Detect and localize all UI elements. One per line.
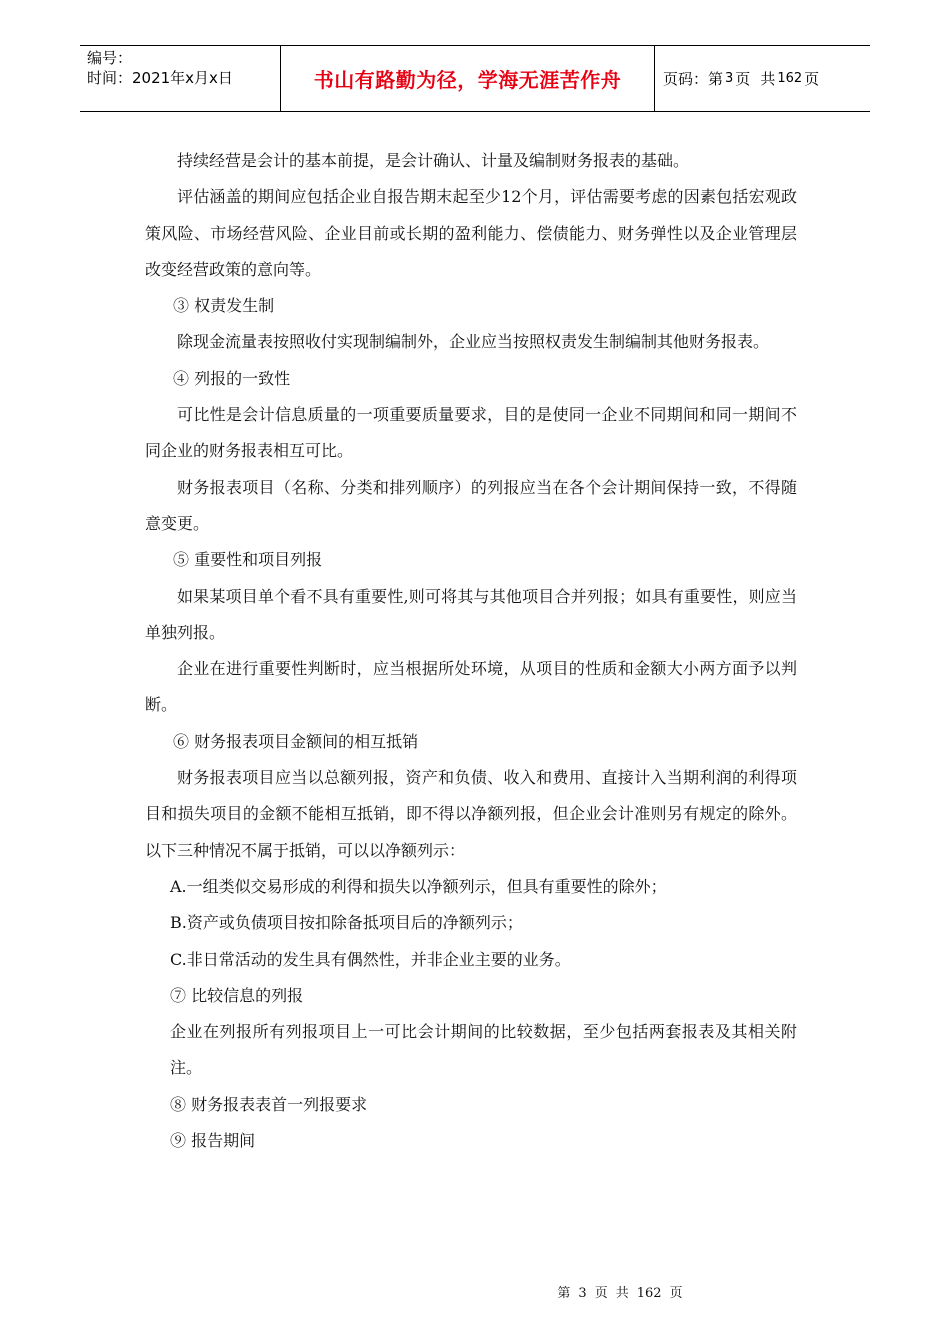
body-paragraph: C.非日常活动的发生具有偶然性，并非企业主要的业务。 — [170, 949, 571, 969]
footer-word-di: 第 — [557, 1286, 571, 1301]
body-paragraph: 可比性是会计信息质量的一项重要质量要求，目的是使同一企业不同期间和同一期间不同企业的财务报表相互可比。 — [145, 405, 797, 461]
body-paragraph: ⑤ 重要性和项目列报 — [173, 550, 323, 570]
footer-total-pages: 162 — [636, 1286, 662, 1301]
total-suffix: 页 — [804, 70, 820, 88]
body-paragraph: ④ 列报的一致性 — [173, 368, 291, 388]
body-paragraph: B.资产或负债项目按扣除备抵项目后的净额列示； — [170, 913, 523, 933]
footer-word-gong: 共 — [615, 1286, 629, 1301]
body-paragraph: ⑦ 比较信息的列报 — [170, 985, 304, 1005]
body-paragraph: ⑥ 财务报表项目金额间的相互抵销 — [173, 731, 419, 751]
page-number: 3 — [725, 71, 734, 86]
body-paragraph: 企业在进行重要性判断时，应当根据所处环境，从项目的性质和金额大小两方面予以判断。 — [145, 659, 797, 715]
body-paragraph: 企业在列报所有列报项目上一可比会计期间的比较数据，至少包括两套报表及其相关附注。 — [170, 1022, 797, 1078]
body-paragraph: ③ 权责发生制 — [173, 296, 275, 316]
body-paragraph: ⑧ 财务报表表首一列报要求 — [170, 1094, 368, 1114]
body-paragraph: 如果某项目单个看不具有重要性,则可将其与其他项目合并列报；如具有重要性，则应当单独列报。 — [145, 586, 797, 642]
body-paragraph: 财务报表项目应当以总额列报，资产和负债、收入和费用、直接计入当期利润的利得项目和损失项目的金额不能相互抵销，即不得以净额列报，但企业会计准则另有规定的除外。以下三种情况不属于抵销，可以以净额列示： — [145, 768, 797, 860]
footer-word-ye-2: 页 — [669, 1286, 683, 1301]
footer-word-ye: 页 — [594, 1286, 608, 1301]
body-paragraph: ⑨ 报告期间 — [170, 1131, 256, 1151]
total-prefix: 共 — [760, 70, 776, 88]
page-mid: 页 — [735, 70, 751, 88]
body-paragraph: 持续经营是会计的基本前提，是会计确认、计量及编制财务报表的基础。 — [177, 151, 690, 170]
header-meta — [80, 46, 281, 111]
header-motto: 书山有路勤为径，学海无涯苦作舟 — [281, 46, 655, 111]
body-paragraph: A.一组类似交易形成的利得和损失以净额列示，但具有重要性的除外； — [170, 876, 667, 896]
document-body — [145, 143, 797, 1159]
header-page-info — [655, 46, 870, 111]
page-header — [80, 45, 870, 112]
page-prefix: 页码：第 — [663, 70, 724, 88]
document-number-label: 编号： — [87, 49, 133, 67]
body-paragraph: 除现金流量表按照收付实现制编制外，企业应当按照权责发生制编制其他财务报表。 — [177, 332, 770, 352]
body-paragraph: 评估涵盖的期间应包括企业自报告期末起至少12个月，评估需要考虑的因素包括宏观政策风险、市场经营风险、企业目前或长期的盈利能力、偿债能力、财务弹性以及企业管理层改变经营政策的意向等。 — [145, 187, 797, 279]
body-paragraph: 财务报表项目（名称、分类和排列顺序）的列报应当在各个会计期间保持一致，不得随意变更。 — [145, 477, 797, 533]
page-footer — [0, 1282, 950, 1301]
footer-page-number: 3 — [578, 1286, 587, 1301]
document-time-label: 时间：2021年x月x日 — [87, 69, 233, 87]
total-pages: 162 — [777, 71, 803, 86]
